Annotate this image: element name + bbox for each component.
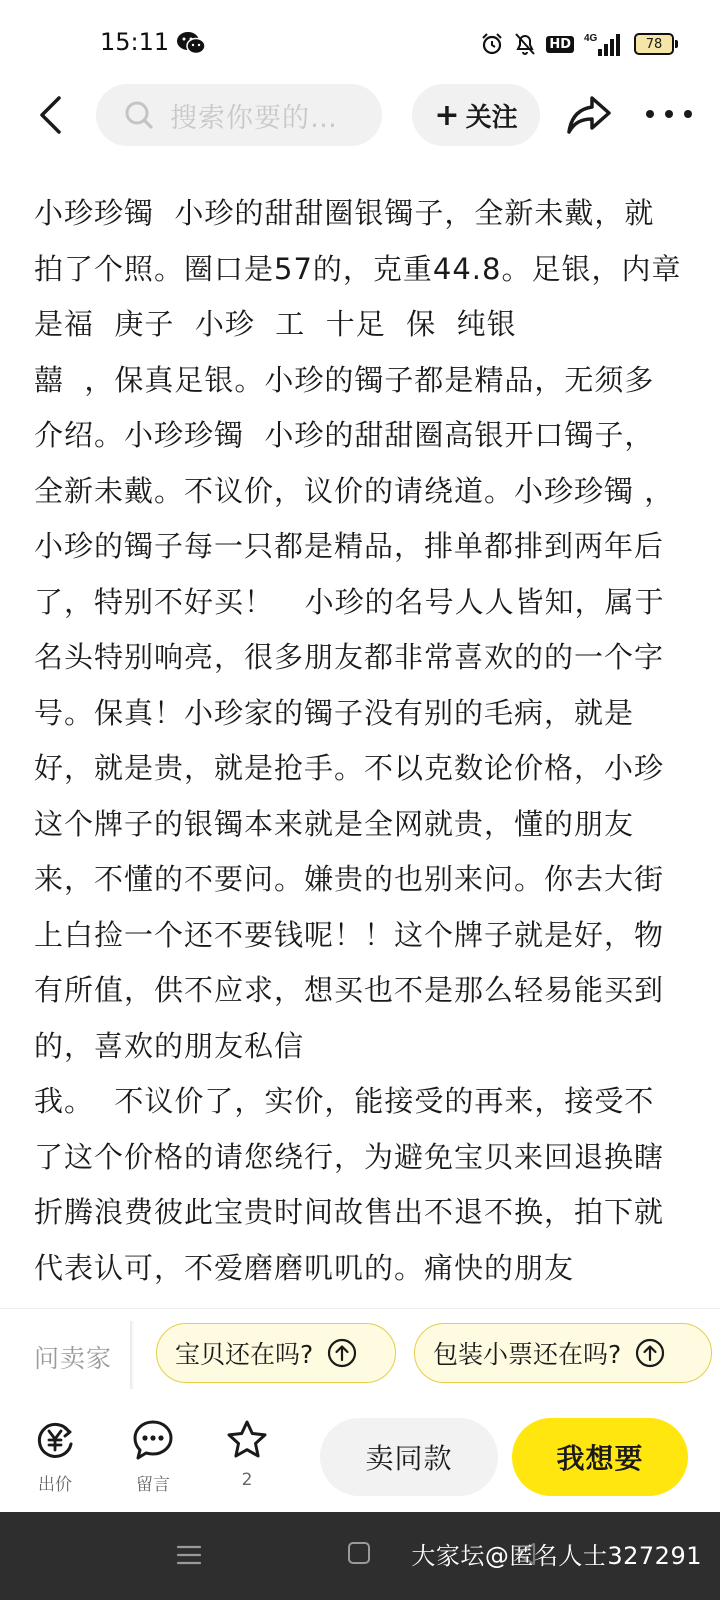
arrow-up-circle-icon [327, 1338, 357, 1368]
status-icons [480, 30, 674, 58]
offer-button[interactable] [20, 1418, 90, 1495]
quick-question-chip[interactable] [414, 1323, 712, 1383]
comment-label: 留言 [136, 1475, 170, 1495]
star-icon [225, 1418, 269, 1462]
ask-seller-bar [0, 1308, 720, 1404]
sell-same-button[interactable]: 卖同款 [320, 1418, 498, 1496]
comment-icon [131, 1418, 175, 1462]
battery-icon [634, 33, 674, 55]
favorite-count: 2 [241, 1470, 253, 1490]
back-arrow-icon [37, 95, 63, 135]
quick-question-chip[interactable] [156, 1323, 396, 1383]
more-dot [646, 110, 654, 118]
comment-button[interactable] [118, 1418, 188, 1495]
more-dot [665, 110, 673, 118]
menu-icon[interactable] [176, 1544, 202, 1566]
hd-badge: HD [546, 36, 574, 53]
battery-level: 78 [645, 36, 663, 52]
mute-icon [514, 32, 536, 56]
item-description: 小珍珍镯 小珍的甜甜圈银镯子，全新未戴，就拍了个照。圈口是57的，克重44.8。足银，内章是福 庚子 小珍 工 十足 保 纯银 囍 ，保真足银。小珍的镯子都是精品，无须多介绍。小珍珍镯 小珍的甜甜圈高银开口镯子，全新未戴。不议价，议价的请绕道。小珍珍镯 ，小珍的镯子每一只都是精品，排单都排到两年后了，特别不好买！ 小珍的名号人人皆知，属于名头特别响亮，很多朋友都非常喜欢的的一个字号。保真！小珍家的镯子没有别的毛病，就是好，就是贵，就是抢手。不以克数论价格，小珍这个牌子的银镯本来就是全网就贵，懂的朋友来，不懂的不要问。嫌贵的也别来问。你去大街上白捡一个还不要钱呢！！这个牌子就是好，物有所值，供不应求，想买也不是那么轻易能买到的，喜欢的朋友私信 我。 不议价了，实价，能接受的再来，接受不了这个价格的请您绕行，为避免宝贝来回退换瞎折腾浪费彼此宝贵时间故售出不退不换，拍下就代表认可，不爱磨磨叽叽的。痛快的朋友 [34, 196, 682, 1285]
chip-text: 宝贝还在吗? [175, 1340, 314, 1369]
bottom-action-bar [0, 1402, 720, 1512]
status-time: 15:11 [100, 28, 170, 56]
wechat-icon [176, 30, 206, 56]
share-icon[interactable] [564, 90, 614, 140]
search-input[interactable] [96, 84, 382, 146]
back-button[interactable] [30, 90, 70, 140]
follow-button[interactable] [412, 84, 540, 146]
ask-seller-label: 问卖家 [34, 1344, 113, 1373]
signal-icon [584, 31, 624, 57]
system-nav-bar [0, 1512, 720, 1600]
watermark: 大家坛@匿名人士327291 [411, 1542, 702, 1570]
offer-label: 出价 [38, 1475, 72, 1495]
more-icon[interactable] [646, 94, 692, 134]
price-icon [33, 1418, 77, 1462]
chip-text: 包装小票还在吗? [433, 1340, 622, 1369]
favorite-button[interactable] [212, 1418, 282, 1490]
search-placeholder: 搜索你要的… [170, 102, 338, 134]
top-nav-bar [0, 80, 720, 150]
home-icon[interactable] [348, 1542, 370, 1564]
plus-icon: + [434, 97, 460, 133]
more-dot [684, 110, 692, 118]
want-button[interactable]: 我想要 [512, 1418, 688, 1496]
follow-label: 关注 [465, 102, 518, 133]
alarm-icon [480, 32, 504, 56]
svg-text:4G: 4G [584, 33, 598, 44]
ask-divider [130, 1321, 134, 1389]
arrow-up-circle-icon [635, 1338, 665, 1368]
status-bar [0, 0, 720, 90]
search-icon [124, 100, 154, 130]
